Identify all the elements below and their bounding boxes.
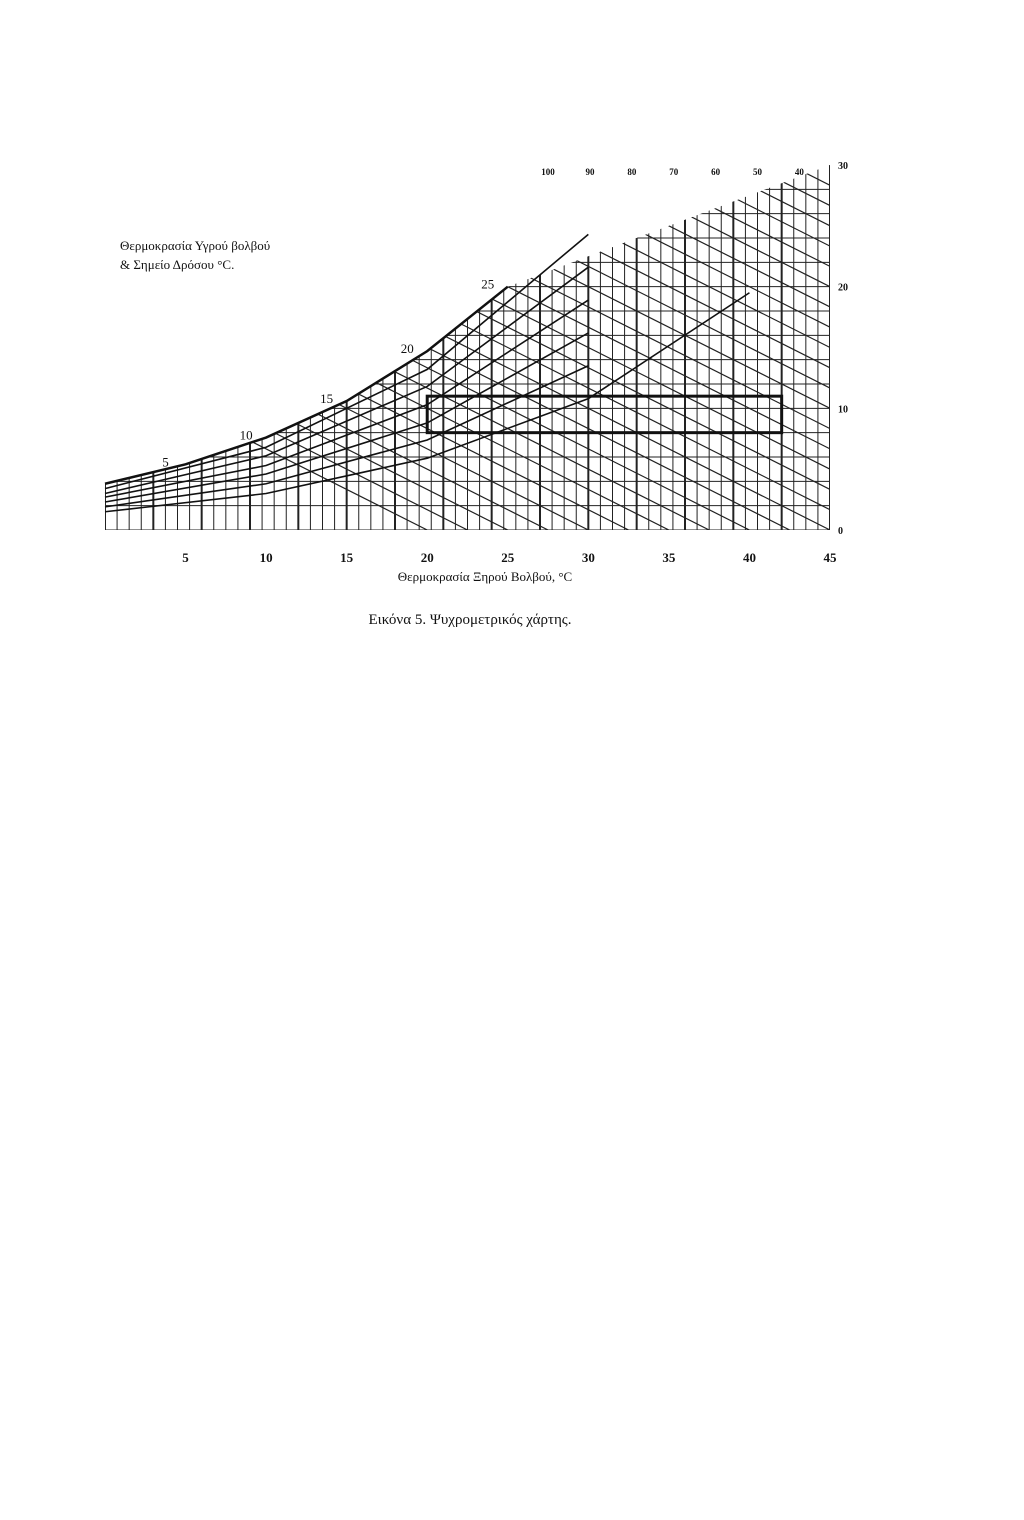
figure-caption: Εικόνα 5. Ψυχρομετρικός χάρτης. <box>368 612 572 628</box>
saturation-label: 15 <box>320 391 334 407</box>
wet-bulb-line <box>951 165 1024 530</box>
rh-curves <box>105 234 749 511</box>
saturation-label: 10 <box>239 427 253 443</box>
saturation-label: 20 <box>400 341 414 357</box>
rh-label: 40 <box>794 167 804 177</box>
x-tick-label: 45 <box>823 550 837 565</box>
wet-bulb-line <box>911 165 1024 530</box>
saturation-label: 5 <box>162 454 169 470</box>
x-tick-label: 40 <box>742 550 756 565</box>
rh-label: 100 <box>541 167 555 177</box>
wet-bulb-line <box>145 165 870 530</box>
wet-bulb-line <box>0 165 629 530</box>
rh-label: 60 <box>711 167 721 177</box>
wet-bulb-line <box>830 165 1024 530</box>
y-axis-label-line-1: Θερμοκρασία Υγρού βολβού <box>120 238 271 253</box>
rh-label: 50 <box>753 167 762 177</box>
x-tick-label: 10 <box>259 550 273 565</box>
wet-bulb-line <box>991 165 1024 530</box>
wet-bulb-line <box>24 165 749 530</box>
wet-bulb-line <box>387 165 1024 530</box>
wet-bulb-line <box>65 165 790 530</box>
x-tick-label: 15 <box>340 550 354 565</box>
x-tick-label: 25 <box>501 550 515 565</box>
rh-label: 90 <box>585 167 595 177</box>
wet-bulb-line <box>0 165 709 530</box>
y-right-tick-label: 20 <box>838 282 848 294</box>
y-right-tick-label: 0 <box>838 526 843 537</box>
wet-bulb-line <box>0 165 468 530</box>
wet-bulb-line <box>870 165 1024 530</box>
wet-bulb-line <box>266 165 991 530</box>
wet-bulb-line <box>629 165 1024 530</box>
chart-grid <box>0 165 1024 530</box>
y-axis-label-line-2: & Σημείο Δρόσου °C. <box>120 257 235 272</box>
x-tick-label: 20 <box>420 550 434 565</box>
rh-label: 80 <box>627 167 637 177</box>
y-right-tick-label: 30 <box>838 161 848 172</box>
saturation-label: 25 <box>481 276 495 292</box>
wet-bulb-line <box>548 165 1024 530</box>
x-tick-label: 30 <box>581 550 595 565</box>
rh-label: 70 <box>669 167 679 177</box>
wet-bulb-line <box>790 165 1024 530</box>
x-tick-label: 5 <box>182 550 189 565</box>
wet-bulb-line <box>709 165 1024 530</box>
wet-bulb-line <box>0 165 588 530</box>
y-right-tick-label: 10 <box>838 404 848 416</box>
x-tick-label: 35 <box>662 550 676 565</box>
wet-bulb-line <box>508 165 1024 530</box>
psychrometric-chart <box>0 0 1024 640</box>
x-axis-title: Θερμοκρασία Ξηρού Βολβού, °C <box>397 569 573 584</box>
wet-bulb-line <box>186 165 911 530</box>
